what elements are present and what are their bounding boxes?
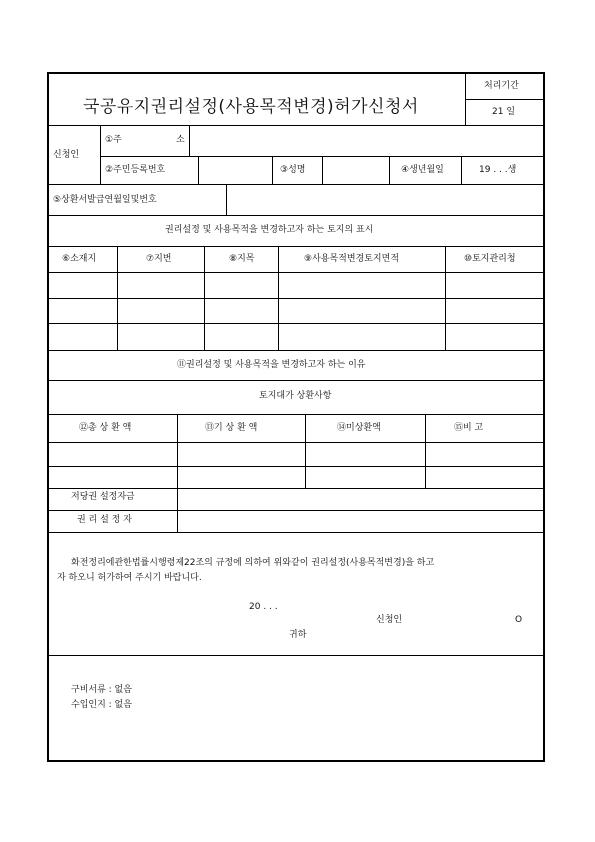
- land-col-land-category: ⑧지목: [229, 254, 255, 264]
- processing-period-label: 처리기간: [484, 81, 519, 91]
- required-documents: 구비서류 : 없음: [71, 685, 132, 695]
- land-col-location: ⑥소재지: [62, 254, 97, 264]
- repayment-certificate-field[interactable]: [227, 185, 542, 215]
- mortgage-fund-field[interactable]: [178, 489, 542, 510]
- revenue-stamp: 수입인지 : 없음: [71, 700, 132, 710]
- repayment-certificate-label: ⑤상환서발급연월일및번호: [53, 195, 157, 205]
- reason-field[interactable]: [49, 351, 543, 380]
- resident-number-field[interactable]: [199, 157, 272, 184]
- address-label-suffix: 소: [176, 135, 185, 145]
- addressee-label: 귀하: [289, 630, 307, 640]
- form-frame: [47, 72, 545, 762]
- reason-title: ⑪권리설정 및 사용목적을 변경하고자 하는 이유: [177, 360, 366, 370]
- land-col-area: ⑨사용목적변경토지면적: [304, 254, 400, 264]
- comp-col-remarks: ⑮비 고: [454, 423, 484, 433]
- land-col-authority: ⑩토지관리청: [464, 254, 516, 264]
- statement-line-2: 자 하오니 허가하여 주시기 바랍니다.: [57, 573, 202, 583]
- mortgage-fund-label: 저당권 설정자금: [71, 492, 135, 502]
- address-label: ①주: [105, 135, 122, 145]
- comp-col-unpaid: ⑭미상환액: [337, 423, 381, 433]
- applicant-section-label: 신청인: [53, 150, 80, 160]
- statement-line-1: 화전정리에관한법률시행령제22조의 규정에 의하여 위와같이 권리설정(사용목적변경)을 하고: [71, 558, 435, 568]
- application-date[interactable]: 20 . . .: [249, 602, 278, 612]
- form-title: 국공유지권리설정(사용목적변경)허가신청서: [83, 97, 419, 117]
- compensation-section-title: 토지대가 상환사항: [259, 391, 332, 401]
- seal-mark: O: [515, 615, 523, 625]
- signature-applicant-label: 신청인: [376, 615, 403, 625]
- comp-col-paid: ⑬기 상 환 액: [205, 423, 258, 433]
- rights-holder-label: 권 리 설 정 자: [77, 515, 132, 525]
- name-field[interactable]: [323, 157, 389, 184]
- resident-number-label: ②주민등록번호: [105, 165, 166, 175]
- comp-col-total: ⑫총 상 환 액: [79, 423, 132, 433]
- address-field[interactable]: [190, 126, 542, 156]
- birthdate-label: ④생년월일: [401, 165, 444, 175]
- birthdate-value[interactable]: 19 . . .생: [479, 165, 517, 175]
- processing-period-value: 21 일: [492, 107, 516, 117]
- land-section-title: 권리설정 및 사용목적을 변경하고자 하는 토지의 표시: [165, 225, 374, 235]
- rights-holder-field[interactable]: [178, 511, 542, 532]
- name-label: ③성명: [280, 165, 306, 175]
- land-col-lot-number: ⑦지번: [146, 254, 172, 264]
